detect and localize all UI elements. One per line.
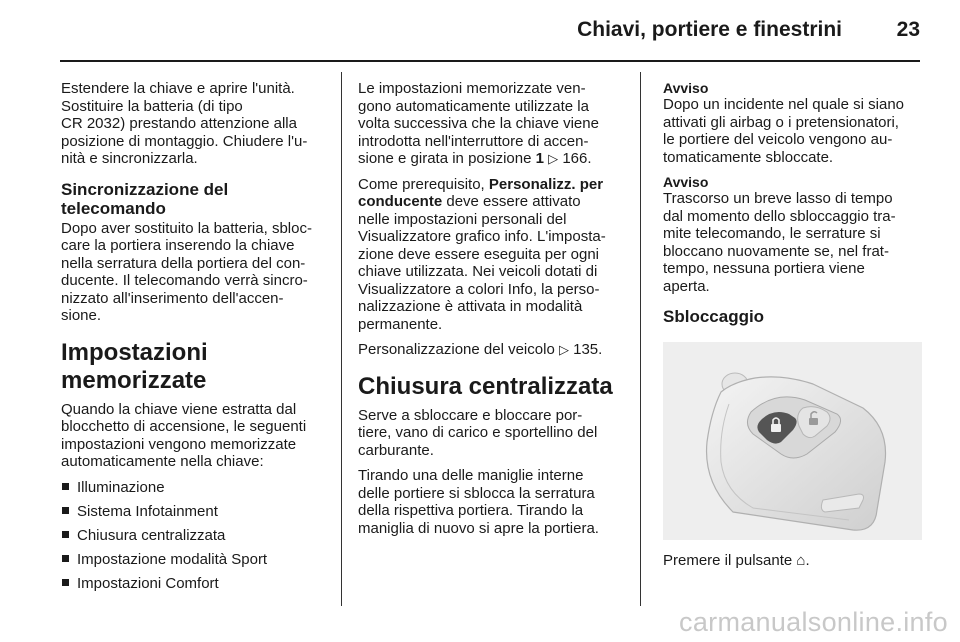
key-fob-icon: [663, 342, 922, 540]
column-divider: [640, 72, 641, 606]
reference-arrow-icon: ▷: [548, 151, 559, 166]
list-item: Chiusura centralizzata: [61, 527, 327, 545]
bullet-icon: [62, 531, 69, 538]
prerequisite-paragraph: Come prerequisito, Personalizz. per conducente deve essere attivato nelle impostazioni personali del Visualizzatore grafico info. L'imposta- zione deve essere eseguita per ogni chiave utilizzata. Nei veicoli dotati di Visualizzatore a colori Info, la perso- nalizzazione è attivata in modalità permanente.: [358, 175, 606, 333]
list-item: Impostazione modalità Sport: [61, 551, 327, 569]
vehicle-personalization-paragraph: Personalizzazione del veicolo ▷ 135.: [358, 341, 603, 358]
sync-paragraph: Dopo aver sostituito la batteria, sbloc- care la portiera inserendo la chiave nella serratura della portiera del con- ducente. Il telecomando verrà sincro- nizzato all'inserimento dell'accen- sione.: [61, 219, 312, 324]
memorized-paragraph: Quando la chiave viene estratta dal blocchetto di accensione, le seguenti impostazioni vengono memorizzate automaticamente nella chiave:: [61, 400, 307, 470]
bullet-icon: [62, 555, 69, 562]
unlock-heading: Sbloccaggio: [663, 307, 765, 326]
bullet-icon: [62, 507, 69, 514]
bullet-icon: [62, 483, 69, 490]
memorized-list: [61, 479, 327, 593]
central-locking-paragraph: Serve a sbloccare e bloccare por- tiere, vano di carico e sportellino del carburante.: [358, 406, 598, 459]
settings-paragraph: Le impostazioni memorizzate ven- gono automaticamente utilizzate la volta successiva che la chiave viene introdotta nell'interruttore di accen- sione e girata in posizione 1 ▷ 166.: [358, 80, 599, 167]
note-title: Avviso: [663, 174, 709, 190]
memorized-heading: Impostazioni memorizzate: [61, 338, 208, 394]
note-relock: Avviso Trascorso un breve lasso di tempo dal momento dello sbloccaggio tra- mite telecomando, le serrature si bloccano nuovamente se, nel frat- tempo, nessuna portiera viene aperta.: [663, 174, 925, 295]
page-number: 23: [896, 18, 920, 41]
page-reference[interactable]: 135.: [573, 341, 603, 358]
central-locking-heading: Chiusura centralizzata: [358, 372, 613, 400]
column-divider: [341, 72, 342, 606]
sync-heading: Sincronizzazione del telecomando: [61, 179, 229, 218]
column-middle: [358, 80, 630, 545]
watermark: carmanualsonline.info: [679, 607, 948, 637]
intro-paragraph: Estendere la chiave e aprire l'unità. Sostituire la batteria (di tipo CR 2032) prestando attenzione alla posizione di montaggio. Chiudere l'u- nità e sincronizzarla.: [61, 80, 308, 167]
list-item: Impostazioni Comfort: [61, 575, 327, 593]
unlock-icon: ⌂: [796, 552, 806, 569]
list-item: Sistema Infotainment: [61, 503, 327, 521]
bullet-icon: [62, 579, 69, 586]
ignition-position: 1: [535, 150, 544, 167]
page-reference[interactable]: 166.: [562, 150, 592, 167]
reference-arrow-icon: ▷: [558, 342, 569, 357]
key-fob-figure: [663, 342, 922, 540]
header-title: Chiavi, portiere e finestrini: [577, 18, 842, 41]
note-airbag: Avviso Dopo un incidente nel quale si siano attivati gli airbag o i pretensionatori, le portiere del veicolo vengono au- tomaticamente sbloccate.: [663, 80, 925, 166]
page-header: [0, 0, 960, 60]
header-rule: [60, 60, 920, 62]
note-title: Avviso: [663, 80, 709, 96]
column-right: [663, 80, 925, 578]
door-handle-paragraph: Tirando una delle maniglie interne delle portiere si sblocca la serratura della rispettiva portiera. Tirando la maniglia di nuovo si apre la portiera.: [358, 467, 599, 537]
column-left: [61, 80, 327, 599]
list-item: Illuminazione: [61, 479, 327, 497]
figure-caption: Premere il pulsante ⌂.: [663, 552, 810, 569]
